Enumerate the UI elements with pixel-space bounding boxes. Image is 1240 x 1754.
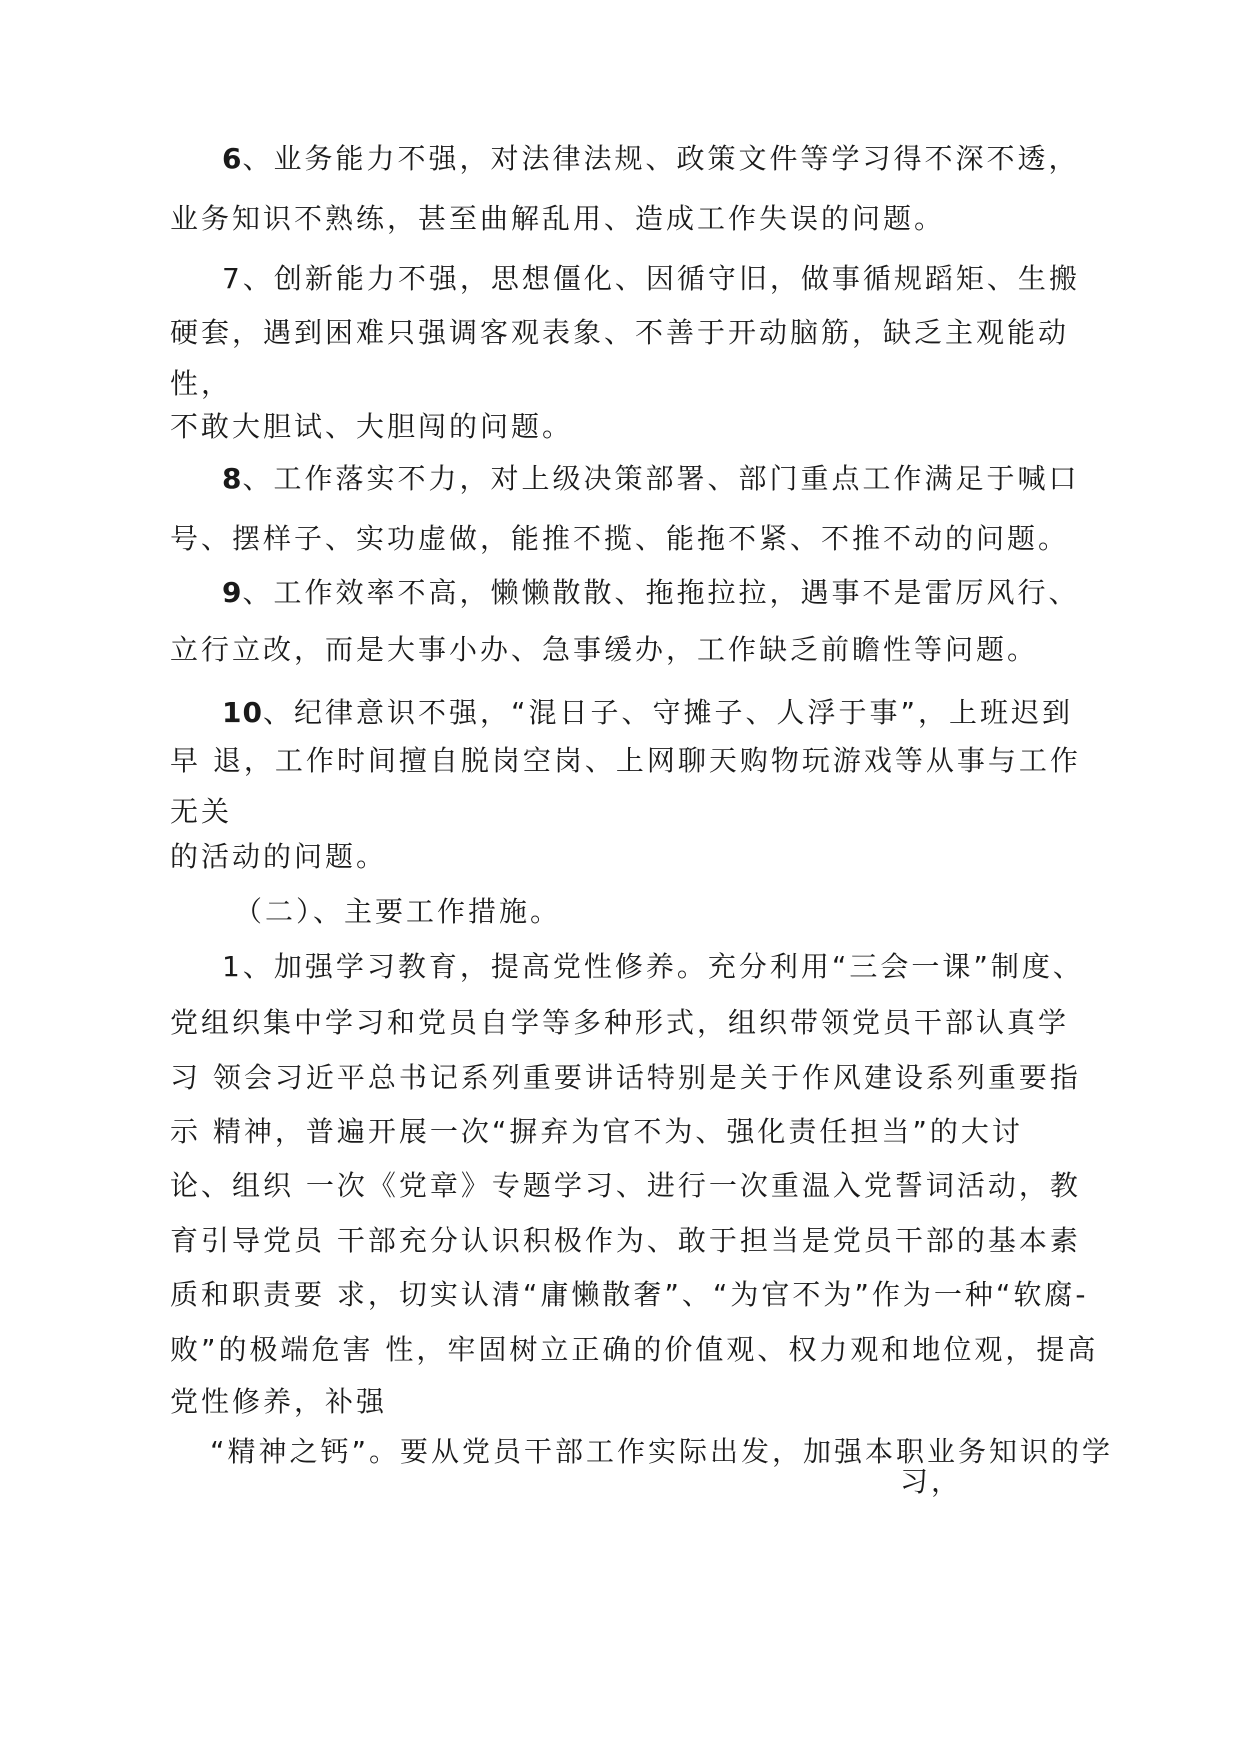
text-line: 党性修养，补强 — [170, 1385, 388, 1418]
text-line: 早 退，工作时间擅自脱岗空岗、上网聊天购物玩游戏等从事与工作 — [170, 744, 1081, 777]
text-line: 示 精神，普遍开展一次“摒弃为官不为、强化责任担当”的大讨 — [170, 1115, 1023, 1148]
item-number: 10 — [222, 696, 263, 729]
text-line: 立行立改，而是大事小办、急事缓办，工作缺乏前瞻性等问题。 — [170, 633, 1039, 666]
text-line: 10、纪律意识不强，“混日子、守摊子、人浮于事”，上班迟到 — [222, 696, 1073, 729]
text-line: 质和职责要 求，切实认清“庸懒散奢”、“为官不为”作为一种“软腐- — [170, 1278, 1089, 1311]
text-line: 硬套，遇到困难只强调客观表象、不善于开动脑筋，缺乏主观能动 — [170, 316, 1070, 349]
item-number: 8 — [222, 462, 243, 495]
text-line: 的活动的问题。 — [170, 840, 388, 873]
text-line: 号、摆样子、实功虚做，能推不揽、能拖不紧、不推不动的问题。 — [170, 522, 1070, 555]
text-line: 性， — [170, 367, 233, 400]
text-line: 不敢大胆试、大胆闯的问题。 — [170, 410, 574, 443]
text-line: 9、工作效率不高，懒懒散散、拖拖拉拉，遇事不是雷厉风行、 — [222, 576, 1080, 609]
text-line: 育引导党员 干部充分认识积极作为、敢于担当是党员干部的基本素 — [170, 1224, 1081, 1257]
text-line: 习， — [900, 1465, 963, 1498]
text-line: 6、业务能力不强，对法律法规、政策文件等学习得不深不透， — [222, 142, 1080, 175]
text-line: 7、创新能力不强，思想僵化、因循守旧，做事循规蹈矩、生搬 — [222, 262, 1080, 295]
text-line: （二）、主要工作措施。 — [234, 895, 562, 928]
text-line: 无关 — [170, 795, 233, 828]
text-line: 1、加强学习教育，提高党性修养。充分利用“三会一课”制度、 — [222, 950, 1084, 983]
text-line: 党组织集中学习和党员自学等多种形式，组织带领党员干部认真学 — [170, 1006, 1070, 1039]
text-line: 败”的极端危害 性，牢固树立正确的价值观、权力观和地位观，提高 — [170, 1333, 1099, 1366]
text-line: “精神之钙”。要从党员干部工作实际出发，加强本职业务知识的学 — [210, 1435, 1114, 1468]
text-line: 习 领会习近平总书记系列重要讲话特别是关于作风建设系列重要指 — [170, 1061, 1081, 1094]
text-line: 8、工作落实不力，对上级决策部署、部门重点工作满足于喊口 — [222, 462, 1080, 495]
item-number: 6 — [222, 142, 243, 175]
text-line: 业务知识不熟练，甚至曲解乱用、造成工作失误的问题。 — [170, 202, 946, 235]
item-number: 9 — [222, 576, 243, 609]
text-line: 论、组织 一次《党章》专题学习、进行一次重温入党誓词活动，教 — [170, 1169, 1081, 1202]
